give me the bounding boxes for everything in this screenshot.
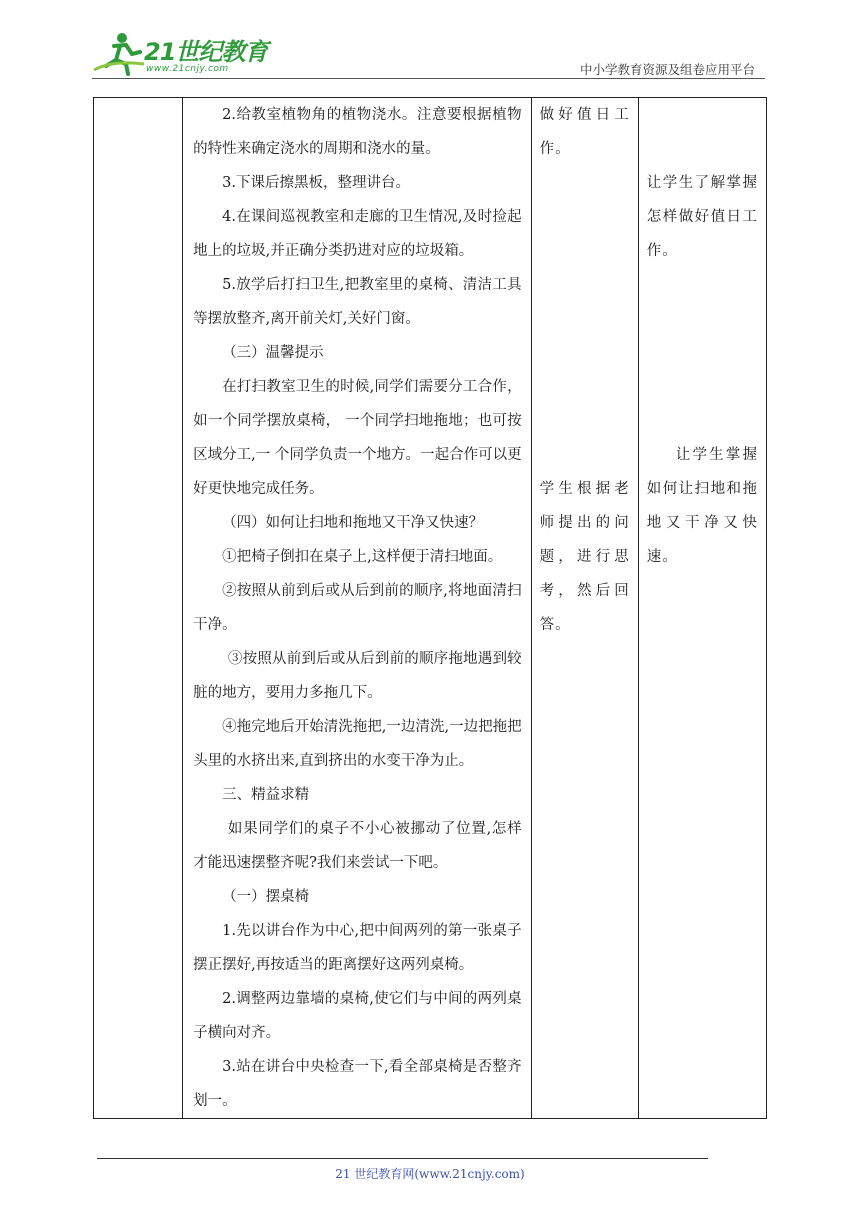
student-activity-text: 学生根据老师提出的问题，进行思考，然后回答。: [539, 481, 630, 633]
content-paragraph: 5.放学后打扫卫生,把教室里的桌椅、清洁工具等摆放整齐,离开前关灯,关好门窗。: [193, 277, 522, 327]
content-paragraph: 如果同学们的桌子不小心被挪动了位置,怎样才能迅速摆整齐呢?我们来尝试一下吧。: [193, 821, 522, 871]
footer-divider: [97, 1158, 708, 1159]
content-paragraph: 在打扫教室卫生的时候,同学们需要分工合作，如一个同学摆放桌椅， 一个同学扫地拖地；也可按区域分工,一 个同学负责一个地方。一起合作可以更好更快地完成任务。: [193, 379, 522, 497]
section-heading: （一）摆桌椅: [222, 889, 310, 905]
platform-title: 中小学教育资源及组卷应用平台: [579, 62, 755, 77]
section-heading: （四）如何让扫地和拖地又干净又快速？: [222, 515, 484, 531]
content-paragraph: ④拖完地后开始清洗拖把,一边清洗,一边把拖把头里的水挤出来,直到挤出的水变干净为止。: [193, 719, 522, 769]
stage-cell: [94, 98, 183, 1119]
section-heading: （三）温馨提示: [222, 345, 324, 361]
table-row: [94, 98, 767, 1119]
logo-text: 21世纪教育: [144, 38, 268, 66]
content-paragraph: 2.给教室植物角的植物浇水。注意要根据植物的特性来确定浇水的周期和浇水的量。: [193, 107, 522, 157]
section-heading: 三、精益求精: [222, 787, 310, 803]
content-paragraph: 4.在课间巡视教室和走廊的卫生情况,及时捡起地上的垃圾,并正确分类扔进对应的垃圾箱。: [193, 209, 522, 259]
content-paragraph: ①把椅子倒扣在桌子上,这样便于清扫地面。: [222, 549, 503, 565]
runner-logo-icon: [92, 30, 148, 78]
content-cell: [183, 98, 532, 1119]
lesson-table: [93, 97, 767, 1119]
design-intent-text: 让学生掌握如何让扫地和拖地又干净又快速。: [646, 447, 758, 565]
content-paragraph: 3.下课后擦黑板，整理讲台。: [222, 175, 410, 191]
content-paragraph: 2.调整两边靠墙的桌椅,使它们与中间的两列桌子横向对齐。: [193, 991, 522, 1041]
content-paragraph: 1.先以讲台作为中心,把中间两列的第一张桌子摆正摆好,再按适当的距离摆好这两列桌椅。: [193, 923, 522, 973]
design-intent-text: 让学生了解掌握怎样做好值日工作。: [646, 175, 758, 259]
footer-link[interactable]: 21 世纪教育网(www.21cnjy.com): [335, 1167, 525, 1181]
content-paragraph: 3.站在讲台中央检查一下,看全部桌椅是否整齐划一。: [193, 1059, 522, 1109]
design-intent-cell: [638, 98, 766, 1119]
header-divider: [92, 78, 765, 79]
content-paragraph: ②按照从前到后或从后到前的顺序,将地面清扫干净。: [193, 583, 522, 633]
brand-logo[interactable]: [92, 30, 272, 80]
content-paragraph: ③按照从前到后或从后到前的顺序拖地遇到较脏的地方，要用力多拖几下。: [193, 651, 522, 701]
student-activity-cell: [531, 98, 638, 1119]
page-header: [0, 0, 860, 82]
student-activity-text: 做好值日工作。: [539, 107, 630, 157]
logo-url: www.21cnjy.com: [146, 64, 229, 74]
